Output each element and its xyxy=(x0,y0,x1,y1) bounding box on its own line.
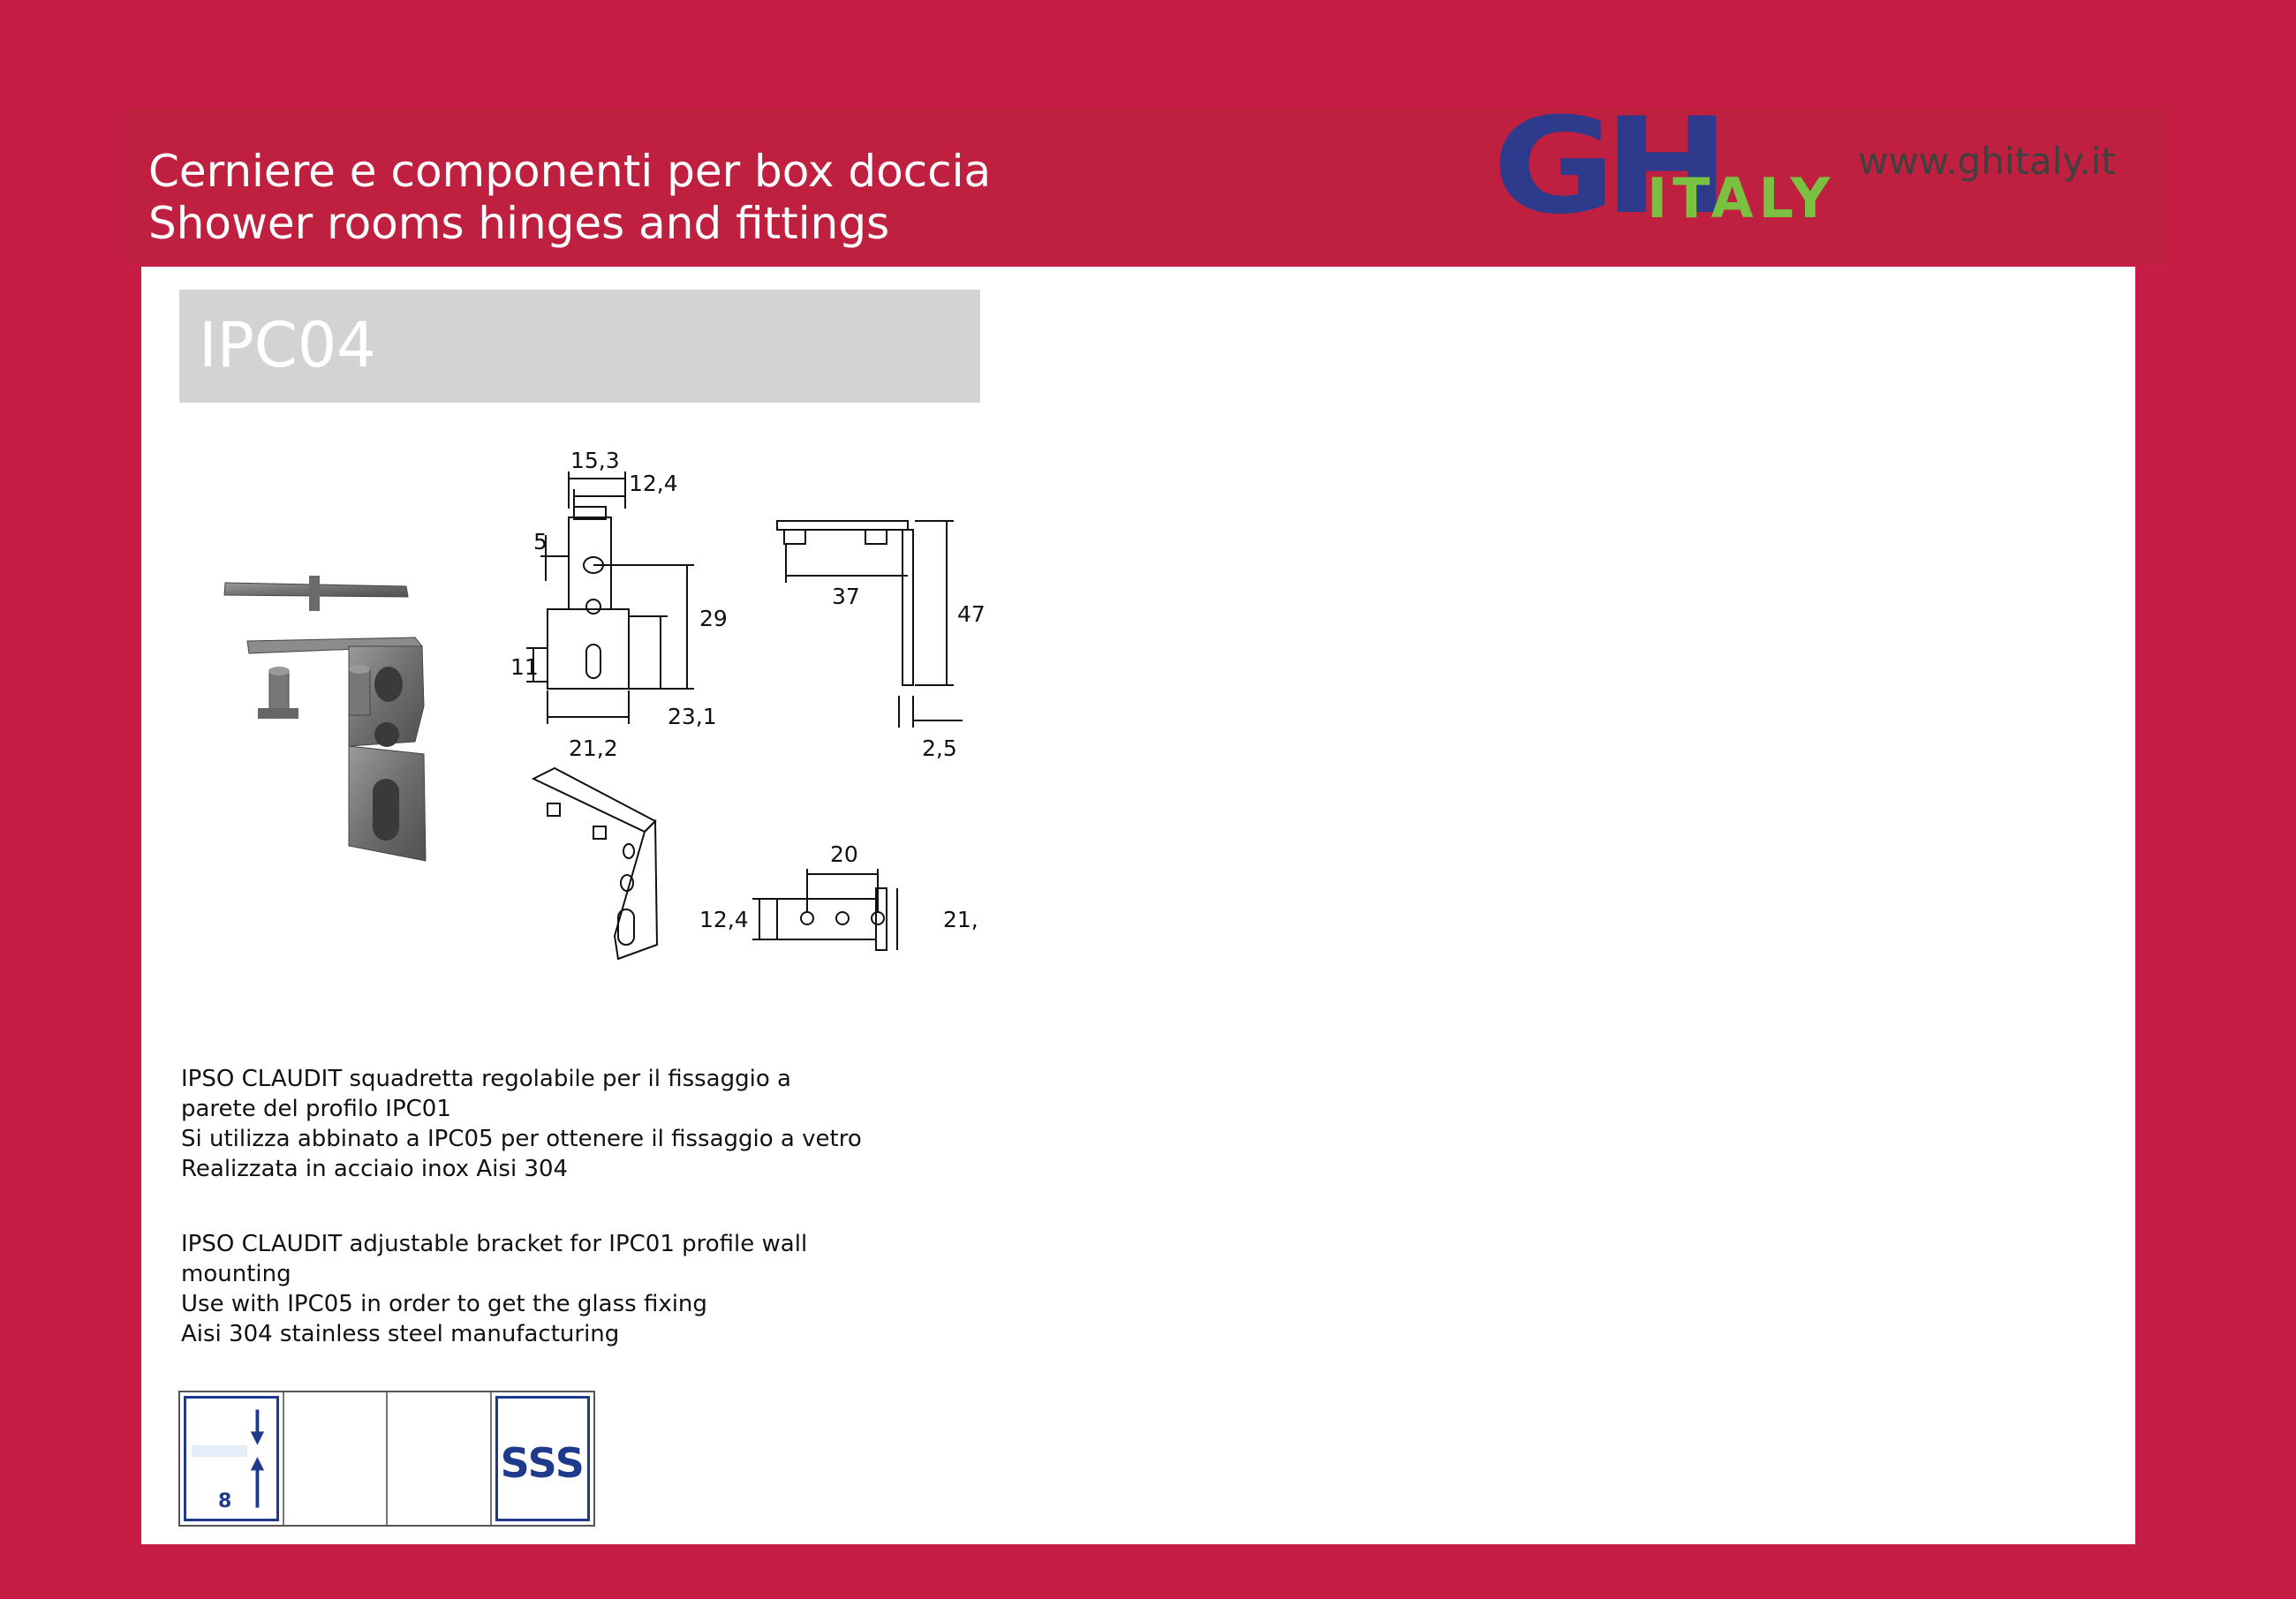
svg-text:ITALY: ITALY xyxy=(1647,166,1836,223)
technical-drawing xyxy=(495,433,989,980)
empty-icon-cell xyxy=(284,1392,389,1525)
dim-label: 11 xyxy=(510,654,539,680)
desc-line: mounting xyxy=(181,1261,291,1287)
dim-label: 12,4 xyxy=(699,907,749,932)
dim-label: 23,1 xyxy=(668,704,717,729)
product-code-bar xyxy=(179,290,980,403)
dim-label: 47 xyxy=(957,601,986,627)
desc-line: Use with IPC05 in order to get the glass fixing xyxy=(181,1291,707,1317)
dim-label: 37 xyxy=(832,584,860,609)
dim-label: 29 xyxy=(699,606,728,631)
svg-text:GH: GH xyxy=(1492,104,1718,223)
dim-label: 5 xyxy=(533,529,548,554)
glass-thickness-value: 8 xyxy=(218,1490,232,1512)
empty-icon-cell xyxy=(388,1392,492,1525)
dim-label: 12,4 xyxy=(629,471,678,496)
website-url[interactable]: www.ghitaly.it xyxy=(1858,140,2116,183)
desc-line: Aisi 304 stainless steel manufacturing xyxy=(181,1321,620,1347)
description-english xyxy=(181,1229,976,1349)
dim-label: 2,5 xyxy=(922,735,957,761)
header-title-italian: Cerniere e componenti per box doccia xyxy=(148,146,992,197)
dim-label: 21, xyxy=(943,907,978,932)
product-photo xyxy=(212,565,442,865)
dim-label: 15,3 xyxy=(570,448,620,473)
side-view xyxy=(777,521,963,728)
product-code: IPC04 xyxy=(199,309,376,381)
front-view xyxy=(526,471,694,724)
glass-thickness-icon xyxy=(184,1396,279,1521)
finish-icon xyxy=(495,1396,591,1521)
desc-line: Realizzata in acciaio inox Aisi 304 xyxy=(181,1156,569,1182)
desc-line: IPSO CLAUDIT adjustable bracket for IPC01 profile wall xyxy=(181,1231,808,1257)
desc-line: Si utilizza abbinato a IPC05 per ottenere il fissaggio a vetro xyxy=(181,1126,862,1152)
product-sheet xyxy=(141,267,2135,1544)
top-view xyxy=(752,869,897,950)
spec-icon-strip xyxy=(178,1391,595,1527)
dim-label: 21,2 xyxy=(569,735,618,761)
finish-cell xyxy=(492,1392,594,1525)
finish-code: SSS xyxy=(500,1439,585,1487)
description-italian xyxy=(181,1064,976,1184)
desc-line: parete del profilo IPC01 xyxy=(181,1096,451,1122)
header-title-english: Shower rooms hinges and fittings xyxy=(148,198,890,249)
glass-thickness-cell xyxy=(180,1392,284,1525)
desc-line: IPSO CLAUDIT squadretta regolabile per il fissaggio a xyxy=(181,1066,791,1092)
dim-label: 20 xyxy=(830,841,858,867)
ghitaly-logo xyxy=(1492,104,1846,223)
isometric-view xyxy=(533,768,657,959)
